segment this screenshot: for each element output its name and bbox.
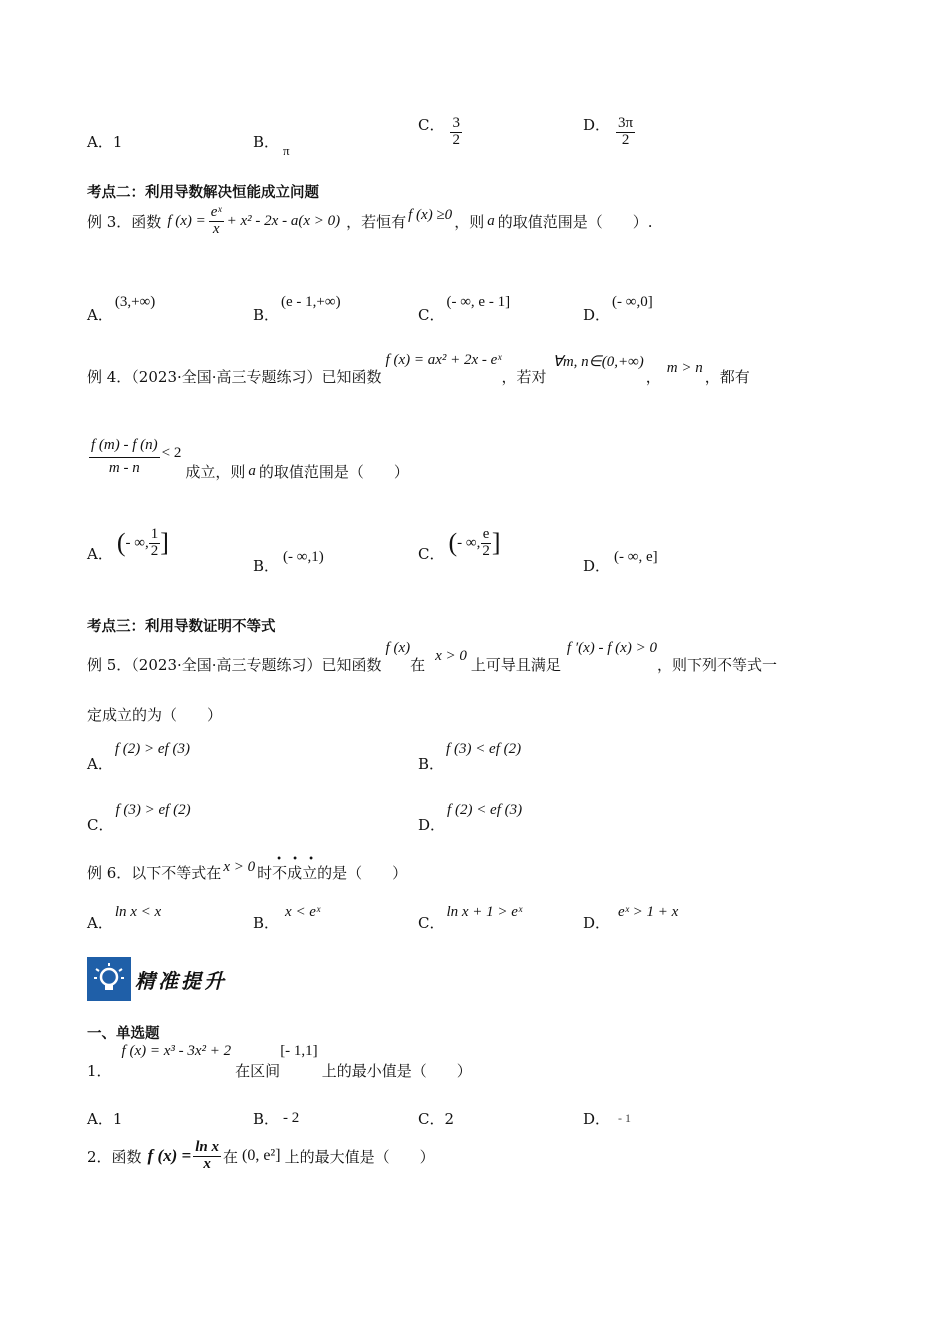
option-d: D． $\frac{3\pi}{2}$ bbox=[583, 115, 634, 148]
example-5-line2: 定成立的为（ ） bbox=[87, 706, 223, 724]
ex3-option-d: D．(- ∞,0] bbox=[583, 294, 653, 324]
ex6-option-d: D．eˣ > 1 + x bbox=[583, 904, 679, 932]
problem-2: 2．函数 f (x) = $\frac{\text{ln x}}{x}$ 在 (0, e²] 上的最大值是（ ） bbox=[87, 1139, 435, 1172]
option-a: A．1 bbox=[87, 133, 123, 151]
section-banner bbox=[87, 957, 227, 1001]
lightbulb-icon bbox=[87, 957, 131, 1001]
option-b: B． π bbox=[253, 133, 290, 158]
ex3-option-b: B．(e - 1,+∞) bbox=[253, 294, 341, 324]
ex4-option-c: C． ( - ∞, $\frac{e}{2}$ ] bbox=[418, 526, 501, 563]
p1-option-b: B． - 2 bbox=[253, 1110, 300, 1128]
ex5-option-b: B．f (3) < ef (2) bbox=[418, 741, 522, 773]
ex6-option-b: B．x < eˣ bbox=[253, 904, 321, 932]
option-c: C． $\frac{3}{2}$ bbox=[418, 115, 460, 148]
ex5-option-d: D．f (2) < ef (3) bbox=[418, 802, 523, 834]
example-5: 例 5．（2023·全国·高三专题练习）已知函数 f (x) 在 x > 0 上可导且满足 f ′(x) - f (x) > 0 ，则下列不等式一 bbox=[87, 640, 777, 674]
section-title-kd3: 考点三：利用导数证明不等式 bbox=[87, 619, 276, 635]
example-6: 例 6．以下不等式在 x > 0 时 • • • 不成立 的是（ ） bbox=[87, 854, 408, 882]
ex5-option-a: A．f (2) > ef (3) bbox=[87, 741, 190, 773]
section-title-kd2: 考点二：利用导数解决恒能成立问题 bbox=[87, 185, 319, 201]
ex4-option-d: D． (- ∞, e] bbox=[583, 549, 658, 575]
ex3-option-a: A．(3,+∞) bbox=[87, 294, 156, 324]
banner-title: 精准提升 bbox=[135, 968, 227, 993]
ex6-option-a: A．ln x < x bbox=[87, 904, 162, 932]
p1-option-c: C．2 bbox=[418, 1110, 455, 1128]
emphasis-dots: • • • 不成立 bbox=[272, 854, 318, 882]
ex4-option-a: A． ( - ∞, $\frac{1}{2}$ ] bbox=[87, 526, 169, 563]
ex4-option-b: B． (- ∞,1) bbox=[253, 549, 324, 575]
problem-1: 1． f (x) = x³ - 3x² + 2 在区间 [- 1,1] 上的最小值是（ ） bbox=[87, 1043, 472, 1080]
section-title-single-choice: 一、单选题 bbox=[87, 1026, 160, 1042]
example-3: 例 3．函数 f (x) = $\frac{\text{eˣ}}{x}$ + x² - 2x - a(x > 0) ，若恒有 f (x) ≥0 ，则 a 的取值范围是（ ）. bbox=[87, 204, 653, 237]
ex6-option-c: C．ln x + 1 > eˣ bbox=[418, 904, 523, 932]
example-4-condition: $\frac{f (m) - f (n)}{m - n}$ < 2 成立，则 a 的取值范围是（ ） bbox=[91, 437, 409, 481]
p1-option-d: D． - 1 bbox=[583, 1110, 632, 1128]
ex3-option-c: C．(- ∞, e - 1] bbox=[418, 294, 511, 324]
ex5-option-c: C．f (3) > ef (2) bbox=[87, 802, 191, 834]
p1-option-a: A．1 bbox=[87, 1110, 123, 1128]
example-4: 例 4．（2023·全国·高三专题练习）已知函数 f (x) = ax² + 2x - eˣ ，若对 ∀m, n∈(0,+∞) ， m > n ，都有 bbox=[87, 352, 750, 386]
